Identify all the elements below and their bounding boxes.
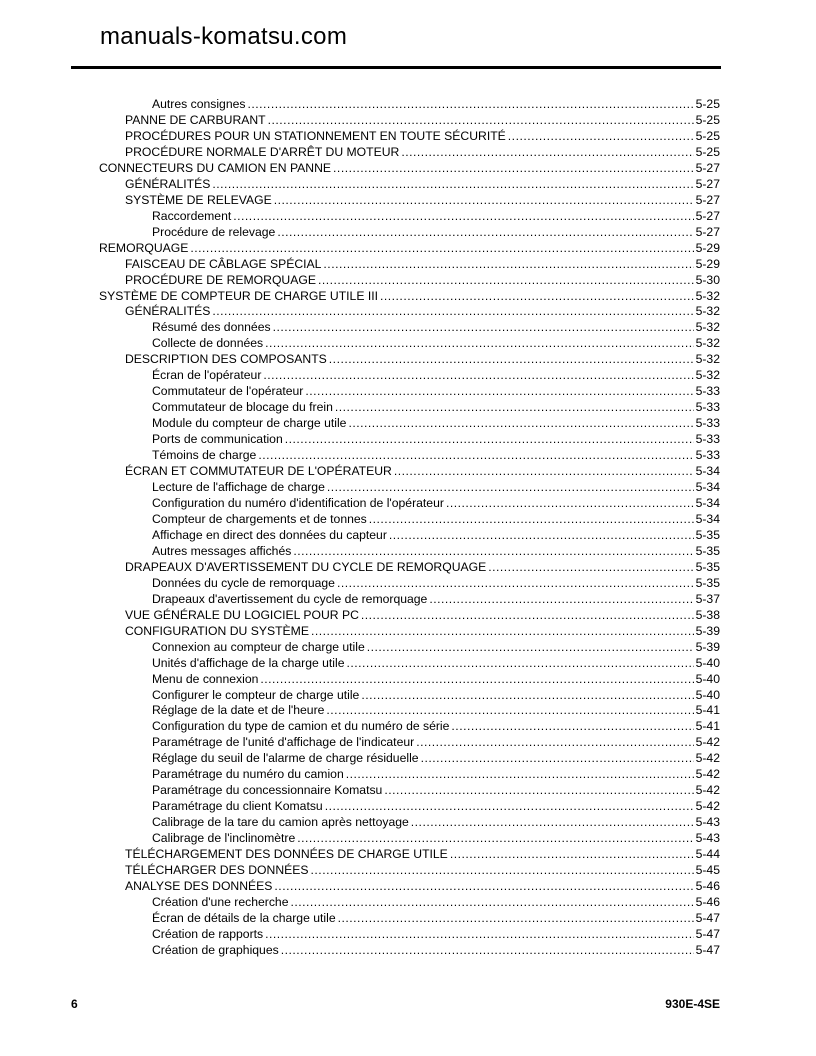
toc-entry-page: 5-46 xyxy=(695,879,720,894)
toc-entry-title: Procédure de relevage xyxy=(152,224,276,239)
toc-entry-title: REMORQUAGE xyxy=(99,240,189,255)
toc-entry-page: 5-43 xyxy=(695,815,720,830)
toc-entry[interactable] xyxy=(152,894,720,910)
toc-entry[interactable] xyxy=(125,607,720,623)
toc-entry-page: 5-32 xyxy=(695,352,720,367)
toc-entry-page: 5-47 xyxy=(695,926,720,941)
toc-entry-title: DESCRIPTION DES COMPOSANTS xyxy=(125,352,327,367)
toc-entry[interactable] xyxy=(152,718,720,734)
toc-entry-page: 5-42 xyxy=(695,783,720,798)
toc-entry-title: Commutateur de blocage du frein xyxy=(152,400,333,415)
toc-entry[interactable] xyxy=(152,415,720,431)
toc-entry[interactable] xyxy=(125,463,720,479)
dot-leader xyxy=(369,511,694,527)
toc-entry-title: Compteur de chargements et de tonnes xyxy=(152,511,367,526)
toc-entry-title: Configurer le compteur de charge utile xyxy=(152,687,360,702)
toc-entry[interactable] xyxy=(99,288,720,304)
toc-entry-page: 5-34 xyxy=(695,464,720,479)
toc-entry-page: 5-30 xyxy=(695,272,720,287)
dot-leader xyxy=(297,830,693,846)
footer-doc-code: 930E-4SE xyxy=(665,997,720,1011)
toc-entry-title: Paramétrage du concessionnaire Komatsu xyxy=(152,783,383,798)
toc-entry-title: Raccordement xyxy=(152,208,232,223)
dot-leader xyxy=(348,415,693,431)
dot-leader xyxy=(416,734,693,750)
toc-entry[interactable] xyxy=(152,830,720,846)
toc-entry-page: 5-40 xyxy=(695,687,720,702)
toc-entry-title: ANALYSE DES DONNÉES xyxy=(125,879,273,894)
toc-entry-page: 5-25 xyxy=(695,112,720,127)
toc-entry-title: DRAPEAUX D'AVERTISSEMENT DU CYCLE DE REMORQUAGE xyxy=(125,559,487,574)
toc-entry-title: Données du cycle de remorquage xyxy=(152,575,335,590)
toc-entry-title: SYSTÈME DE RELEVAGE xyxy=(125,192,272,207)
dot-leader xyxy=(233,208,693,224)
dot-leader xyxy=(329,351,694,367)
toc-entry[interactable] xyxy=(152,383,720,399)
toc-entry-title: Écran de détails de la charge utile xyxy=(152,910,336,925)
dot-leader xyxy=(311,623,694,639)
dot-leader xyxy=(346,766,694,782)
toc-entry-title: Autres messages affichés xyxy=(152,543,292,558)
toc-entry[interactable] xyxy=(152,655,720,671)
toc-entry[interactable] xyxy=(152,750,720,766)
dot-leader xyxy=(429,591,693,607)
toc-entry[interactable] xyxy=(152,639,720,655)
dot-leader xyxy=(446,495,694,511)
dot-leader xyxy=(361,607,694,623)
toc-entry-title: Résumé des données xyxy=(152,320,271,335)
toc-entry-page: 5-32 xyxy=(695,336,720,351)
toc-entry[interactable] xyxy=(152,367,720,383)
toc-entry-page: 5-35 xyxy=(695,527,720,542)
toc-entry-title: PROCÉDURES POUR UN STATIONNEMENT EN TOUTE SÉCURITÉ xyxy=(125,128,506,143)
dot-leader xyxy=(290,894,693,910)
toc-entry[interactable] xyxy=(125,878,720,894)
dot-leader xyxy=(285,431,694,447)
toc-entry[interactable] xyxy=(152,224,720,240)
toc-entry[interactable] xyxy=(152,734,720,750)
toc-entry-title: PROCÉDURE DE REMORQUAGE xyxy=(125,272,316,287)
toc-entry[interactable] xyxy=(152,335,720,351)
toc-entry-page: 5-27 xyxy=(695,192,720,207)
dot-leader xyxy=(263,367,693,383)
dot-leader xyxy=(384,782,693,798)
toc-entry[interactable] xyxy=(152,702,720,718)
toc-entry-title: Drapeaux d'avertissement du cycle de remorquage xyxy=(152,591,428,606)
dot-leader xyxy=(508,128,694,144)
toc-entry-page: 5-32 xyxy=(695,320,720,335)
toc-entry-page: 5-44 xyxy=(695,847,720,862)
toc-entry-title: TÉLÉCHARGER DES DONNÉES xyxy=(125,863,309,878)
toc-entry-page: 5-29 xyxy=(695,256,720,271)
dot-leader xyxy=(389,527,694,543)
dot-leader xyxy=(260,671,693,687)
toc-entry-title: GÉNÉRALITÉS xyxy=(125,176,211,191)
dot-leader xyxy=(327,479,694,495)
toc-entry[interactable] xyxy=(125,112,720,128)
toc-entry-title: PANNE DE CARBURANT xyxy=(125,112,266,127)
toc-entry[interactable] xyxy=(125,303,720,319)
toc-entry-page: 5-43 xyxy=(695,831,720,846)
dot-leader xyxy=(421,750,694,766)
toc-entry-page: 5-34 xyxy=(695,496,720,510)
dot-leader xyxy=(333,160,694,176)
toc-entry[interactable] xyxy=(125,351,720,367)
toc-entry-title: Lecture de l'affichage de charge xyxy=(152,480,325,495)
toc-entry[interactable] xyxy=(152,319,720,335)
toc-entry[interactable] xyxy=(125,144,720,160)
toc-entry-page: 5-39 xyxy=(695,623,720,638)
toc-entry-page: 5-35 xyxy=(695,575,720,590)
toc-entry[interactable] xyxy=(152,208,720,224)
dot-leader xyxy=(380,288,694,304)
toc-entry[interactable] xyxy=(152,479,720,495)
toc-entry[interactable] xyxy=(152,511,720,527)
toc-entry[interactable] xyxy=(152,687,720,703)
toc-entry-page: 5-29 xyxy=(695,240,720,255)
toc-entry-page: 5-35 xyxy=(695,559,720,574)
toc-entry-page: 5-35 xyxy=(695,543,720,558)
toc-entry[interactable] xyxy=(152,96,720,112)
toc-entry-title: SYSTÈME DE COMPTEUR DE CHARGE UTILE III xyxy=(99,288,378,303)
toc-entry[interactable] xyxy=(152,543,720,559)
watermark: manuals-komatsu.com xyxy=(100,23,348,50)
dot-leader xyxy=(318,272,694,288)
toc-entry-title: Paramétrage du numéro du camion xyxy=(152,767,344,782)
toc-entry[interactable] xyxy=(152,399,720,415)
dot-leader xyxy=(305,383,693,399)
toc-entry-title: VUE GÉNÉRALE DU LOGICIEL POUR PC xyxy=(125,607,359,622)
toc-entry-title: Autres consignes xyxy=(152,97,246,111)
toc-entry-title: CONNECTEURS DU CAMION EN PANNE xyxy=(99,160,332,175)
dot-leader xyxy=(347,655,694,671)
toc-entry[interactable] xyxy=(152,942,720,958)
toc-entry-title: Affichage en direct des données du capteur xyxy=(152,527,387,542)
dot-leader xyxy=(335,399,694,415)
toc-entry[interactable] xyxy=(125,272,720,288)
toc-entry[interactable] xyxy=(152,910,720,926)
toc-entry-page: 5-25 xyxy=(695,144,720,159)
toc-entry-title: Paramétrage du client Komatsu xyxy=(152,799,323,814)
toc-entry-page: 5-45 xyxy=(695,863,720,878)
toc-entry-title: ÉCRAN ET COMMUTATEUR DE L'OPÉRATEUR xyxy=(125,464,392,479)
toc-entry[interactable] xyxy=(125,256,720,272)
toc-entry-title: PROCÉDURE NORMALE D'ARRÊT DU MOTEUR xyxy=(125,144,400,159)
toc-entry[interactable] xyxy=(99,240,720,256)
toc-entry-page: 5-42 xyxy=(695,735,720,750)
toc-entry-title: Réglage de la date et de l'heure xyxy=(152,703,325,718)
toc-entry-page: 5-33 xyxy=(695,416,720,431)
dot-leader xyxy=(265,926,693,942)
dot-leader xyxy=(326,702,693,718)
toc-entry[interactable] xyxy=(152,527,720,543)
toc-entry-title: Configuration du type de camion et du numéro de série xyxy=(152,719,450,734)
dot-leader xyxy=(274,192,694,208)
toc-entry-title: Calibrage de la tare du camion après nettoyage xyxy=(152,815,409,830)
toc-entry-page: 5-25 xyxy=(695,128,720,143)
dot-leader xyxy=(411,814,694,830)
toc-entry-title: Création de graphiques xyxy=(152,942,279,957)
dot-leader xyxy=(274,878,693,894)
toc-entry-page: 5-33 xyxy=(695,432,720,447)
dot-leader xyxy=(394,463,694,479)
toc-entry-title: FAISCEAU DE CÂBLAGE SPÉCIAL xyxy=(125,256,322,271)
dot-leader xyxy=(367,639,694,655)
toc-entry-page: 5-34 xyxy=(695,480,720,495)
toc-entry-page: 5-42 xyxy=(695,751,720,766)
toc-entry-title: Écran de l'opérateur xyxy=(152,368,262,383)
toc-entry-title: TÉLÉCHARGEMENT DES DONNÉES DE CHARGE UTILE xyxy=(125,847,448,862)
toc-entry-page: 5-42 xyxy=(695,799,720,814)
dot-leader xyxy=(258,447,693,463)
toc-entry[interactable] xyxy=(125,846,720,862)
toc-entry[interactable] xyxy=(125,559,720,575)
toc-entry-title: GÉNÉRALITÉS xyxy=(125,304,211,319)
toc-entry[interactable] xyxy=(152,431,720,447)
toc-entry-title: Collecte de données xyxy=(152,336,264,351)
dot-leader xyxy=(361,687,693,703)
toc-entry[interactable] xyxy=(152,782,720,798)
toc-entry-title: Connexion au compteur de charge utile xyxy=(152,639,365,654)
toc-entry-title: Configuration du numéro d'identification de l'opérateur xyxy=(152,496,444,510)
dot-leader xyxy=(265,335,693,351)
toc-entry-page: 5-47 xyxy=(695,910,720,925)
toc-entry[interactable] xyxy=(99,160,720,176)
toc-entry-page: 5-40 xyxy=(695,655,720,670)
toc-entry-page: 5-33 xyxy=(695,400,720,415)
toc-entry[interactable] xyxy=(152,495,720,511)
toc-entry-page: 5-25 xyxy=(695,97,720,111)
dot-leader xyxy=(212,176,693,192)
toc-entry-page: 5-27 xyxy=(695,208,720,223)
toc-entry-title: Réglage du seuil de l'alarme de charge résiduelle xyxy=(152,751,419,766)
toc-entry-title: Ports de communication xyxy=(152,432,283,447)
toc-entry[interactable] xyxy=(152,575,720,591)
toc-entry-title: CONFIGURATION DU SYSTÈME xyxy=(125,623,309,638)
toc-entry-page: 5-33 xyxy=(695,448,720,463)
dot-leader xyxy=(212,303,693,319)
toc-entry-title: Création d'une recherche xyxy=(152,895,289,909)
toc-entry[interactable] xyxy=(125,176,720,192)
dot-leader xyxy=(277,224,693,240)
dot-leader xyxy=(268,112,694,128)
toc-entry[interactable] xyxy=(152,926,720,942)
toc-entry-page: 5-41 xyxy=(695,703,720,718)
dot-leader xyxy=(401,144,693,160)
dot-leader xyxy=(488,559,693,575)
dot-leader xyxy=(273,319,694,335)
toc-entry[interactable] xyxy=(152,671,720,687)
toc-entry-page: 5-40 xyxy=(695,671,720,686)
toc-entry[interactable] xyxy=(152,814,720,830)
dot-leader xyxy=(248,96,694,112)
dot-leader xyxy=(337,575,694,591)
dot-leader xyxy=(450,846,694,862)
toc-entry-page: 5-27 xyxy=(695,176,720,191)
toc-entry-title: Témoins de charge xyxy=(152,448,257,463)
dot-leader xyxy=(323,256,693,272)
dot-leader xyxy=(190,240,693,256)
header-rule xyxy=(71,66,721,69)
toc-entry-page: 5-37 xyxy=(695,591,720,606)
toc-entry-page: 5-32 xyxy=(695,304,720,319)
toc-entry[interactable] xyxy=(125,192,720,208)
toc-entry-page: 5-46 xyxy=(695,895,720,909)
dot-leader xyxy=(325,798,694,814)
toc-entry-page: 5-27 xyxy=(695,224,720,239)
toc-entry[interactable] xyxy=(125,623,720,639)
toc-entry[interactable] xyxy=(152,447,720,463)
toc-entry[interactable] xyxy=(152,766,720,782)
toc-entry-title: Paramétrage de l'unité d'affichage de l'indicateur xyxy=(152,735,415,750)
dot-leader xyxy=(451,718,693,734)
dot-leader xyxy=(311,862,694,878)
dot-leader xyxy=(293,543,693,559)
toc-entry-page: 5-27 xyxy=(695,160,720,175)
toc-entry[interactable] xyxy=(125,128,720,144)
toc-entry-title: Unités d'affichage de la charge utile xyxy=(152,655,345,670)
toc-entry-page: 5-33 xyxy=(695,384,720,399)
toc-entry-page: 5-32 xyxy=(695,288,720,303)
toc-entry-page: 5-38 xyxy=(695,607,720,622)
toc-entry-title: Calibrage de l'inclinomètre xyxy=(152,831,296,846)
toc-entry-title: Menu de connexion xyxy=(152,671,259,686)
dot-leader xyxy=(338,910,694,926)
toc-entry-page: 5-41 xyxy=(695,719,720,734)
toc-entry[interactable] xyxy=(152,591,720,607)
toc-entry-page: 5-32 xyxy=(695,368,720,383)
toc-entry-title: Création de rapports xyxy=(152,926,264,941)
toc-entry[interactable] xyxy=(152,798,720,814)
toc-entry-page: 5-42 xyxy=(695,767,720,782)
footer-page-number: 6 xyxy=(71,997,78,1011)
toc-entry-page: 5-39 xyxy=(695,639,720,654)
toc-entry-title: Module du compteur de charge utile xyxy=(152,416,347,431)
toc-entry[interactable] xyxy=(125,862,720,878)
toc-entry-title: Commutateur de l'opérateur xyxy=(152,384,304,399)
dot-leader xyxy=(281,942,694,958)
toc-entry-page: 5-34 xyxy=(695,511,720,526)
toc-entry-page: 5-47 xyxy=(695,942,720,957)
